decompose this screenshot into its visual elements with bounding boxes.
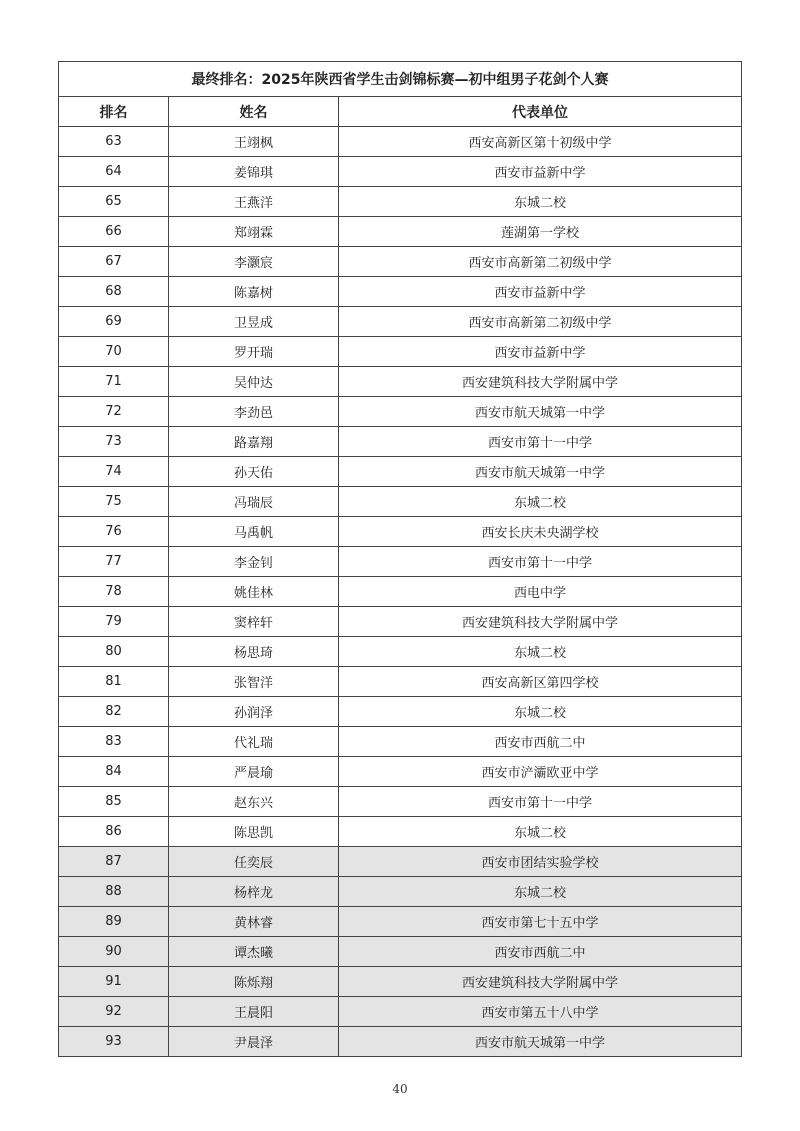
table-row [59,697,742,727]
unit-cell: 西安市第十一中学 [339,547,742,577]
table-row [59,487,742,517]
title-row [59,62,742,97]
table-row [59,637,742,667]
unit-cell: 西安高新区第四学校 [339,667,742,697]
table-row [59,127,742,157]
unit-cell: 东城二校 [339,187,742,217]
name-cell: 孙天佑 [169,457,339,487]
rank-cell: 93 [59,1027,169,1057]
table-row [59,277,742,307]
rank-cell: 90 [59,937,169,967]
rank-cell: 91 [59,967,169,997]
rank-cell: 85 [59,787,169,817]
name-cell: 王翊枫 [169,127,339,157]
name-cell: 马禹帆 [169,517,339,547]
unit-cell: 西安市航天城第一中学 [339,1027,742,1057]
rank-cell: 69 [59,307,169,337]
table-row [59,247,742,277]
name-cell: 王燕洋 [169,187,339,217]
name-cell: 姜锦琪 [169,157,339,187]
unit-cell: 西安市益新中学 [339,277,742,307]
rank-cell: 77 [59,547,169,577]
unit-cell: 西安建筑科技大学附属中学 [339,967,742,997]
unit-cell: 东城二校 [339,877,742,907]
table-row [59,967,742,997]
name-cell: 谭杰曦 [169,937,339,967]
table-row [59,547,742,577]
unit-cell: 西安市航天城第一中学 [339,397,742,427]
rank-cell: 83 [59,727,169,757]
unit-cell: 西安市西航二中 [339,727,742,757]
rank-cell: 76 [59,517,169,547]
name-cell: 李金钊 [169,547,339,577]
unit-cell: 西电中学 [339,577,742,607]
rank-cell: 65 [59,187,169,217]
table-row [59,727,742,757]
table-row [59,427,742,457]
table-row [59,997,742,1027]
unit-cell: 西安市第七十五中学 [339,907,742,937]
rank-cell: 84 [59,757,169,787]
name-cell: 吴仲达 [169,367,339,397]
unit-cell: 东城二校 [339,487,742,517]
unit-cell: 西安长庆未央湖学校 [339,517,742,547]
rank-cell: 63 [59,127,169,157]
rank-cell: 73 [59,427,169,457]
rank-cell: 66 [59,217,169,247]
rank-cell: 82 [59,697,169,727]
table-row [59,607,742,637]
rank-cell: 78 [59,577,169,607]
name-cell: 李劲邑 [169,397,339,427]
rank-cell: 71 [59,367,169,397]
rank-cell: 81 [59,667,169,697]
unit-cell: 西安建筑科技大学附属中学 [339,607,742,637]
table-row [59,307,742,337]
name-cell: 王晨阳 [169,997,339,1027]
rank-cell: 79 [59,607,169,637]
name-cell: 杨梓龙 [169,877,339,907]
unit-cell: 西安市团结实验学校 [339,847,742,877]
page-number: 40 [392,1082,408,1096]
unit-cell: 西安市益新中学 [339,157,742,187]
column-header-name: 姓名 [169,97,339,127]
header-row [59,97,742,127]
rank-cell: 88 [59,877,169,907]
unit-cell: 西安建筑科技大学附属中学 [339,367,742,397]
unit-cell: 西安市第十一中学 [339,787,742,817]
unit-cell: 莲湖第一学校 [339,217,742,247]
column-header-unit: 代表单位 [339,97,742,127]
name-cell: 陈嘉树 [169,277,339,307]
unit-cell: 西安市西航二中 [339,937,742,967]
unit-cell: 东城二校 [339,637,742,667]
rank-cell: 75 [59,487,169,517]
table-row [59,397,742,427]
name-cell: 郑翊霖 [169,217,339,247]
table-row [59,817,742,847]
name-cell: 严晨瑜 [169,757,339,787]
table-row [59,667,742,697]
name-cell: 路嘉翔 [169,427,339,457]
column-header-rank: 排名 [59,97,169,127]
table-row [59,757,742,787]
name-cell: 冯瑞辰 [169,487,339,517]
table-row [59,517,742,547]
table-row [59,367,742,397]
name-cell: 孙润泽 [169,697,339,727]
table-row [59,787,742,817]
rank-cell: 68 [59,277,169,307]
name-cell: 陈思凯 [169,817,339,847]
name-cell: 任奕辰 [169,847,339,877]
ranking-table [58,61,742,1057]
table-row [59,187,742,217]
rank-cell: 86 [59,817,169,847]
rank-cell: 87 [59,847,169,877]
table-row [59,337,742,367]
unit-cell: 东城二校 [339,697,742,727]
table-body [59,127,742,1057]
unit-cell: 东城二校 [339,817,742,847]
name-cell: 罗开瑞 [169,337,339,367]
name-cell: 姚佳林 [169,577,339,607]
name-cell: 尹晨泽 [169,1027,339,1057]
rank-cell: 80 [59,637,169,667]
name-cell: 张智洋 [169,667,339,697]
unit-cell: 西安市高新第二初级中学 [339,307,742,337]
table-row [59,217,742,247]
rank-cell: 74 [59,457,169,487]
name-cell: 杨思琦 [169,637,339,667]
name-cell: 黄林睿 [169,907,339,937]
rank-cell: 64 [59,157,169,187]
rank-cell: 72 [59,397,169,427]
name-cell: 窦梓轩 [169,607,339,637]
table-row [59,577,742,607]
table-row [59,937,742,967]
name-cell: 李灏宸 [169,247,339,277]
table-row [59,1027,742,1057]
name-cell: 赵东兴 [169,787,339,817]
unit-cell: 西安市第十一中学 [339,427,742,457]
unit-cell: 西安市浐灞欧亚中学 [339,757,742,787]
name-cell: 卫昱成 [169,307,339,337]
unit-cell: 西安市高新第二初级中学 [339,247,742,277]
table-title: 最终排名：2025年陕西省学生击剑锦标赛—初中组男子花剑个人赛 [59,62,742,97]
table-row [59,877,742,907]
rank-cell: 92 [59,997,169,1027]
unit-cell: 西安市航天城第一中学 [339,457,742,487]
table-row [59,457,742,487]
unit-cell: 西安市益新中学 [339,337,742,367]
rank-cell: 70 [59,337,169,367]
unit-cell: 西安市第五十八中学 [339,997,742,1027]
rank-cell: 89 [59,907,169,937]
table-row [59,907,742,937]
unit-cell: 西安高新区第十初级中学 [339,127,742,157]
rank-cell: 67 [59,247,169,277]
name-cell: 陈烁翔 [169,967,339,997]
name-cell: 代礼瑞 [169,727,339,757]
table-row [59,157,742,187]
table-row [59,847,742,877]
